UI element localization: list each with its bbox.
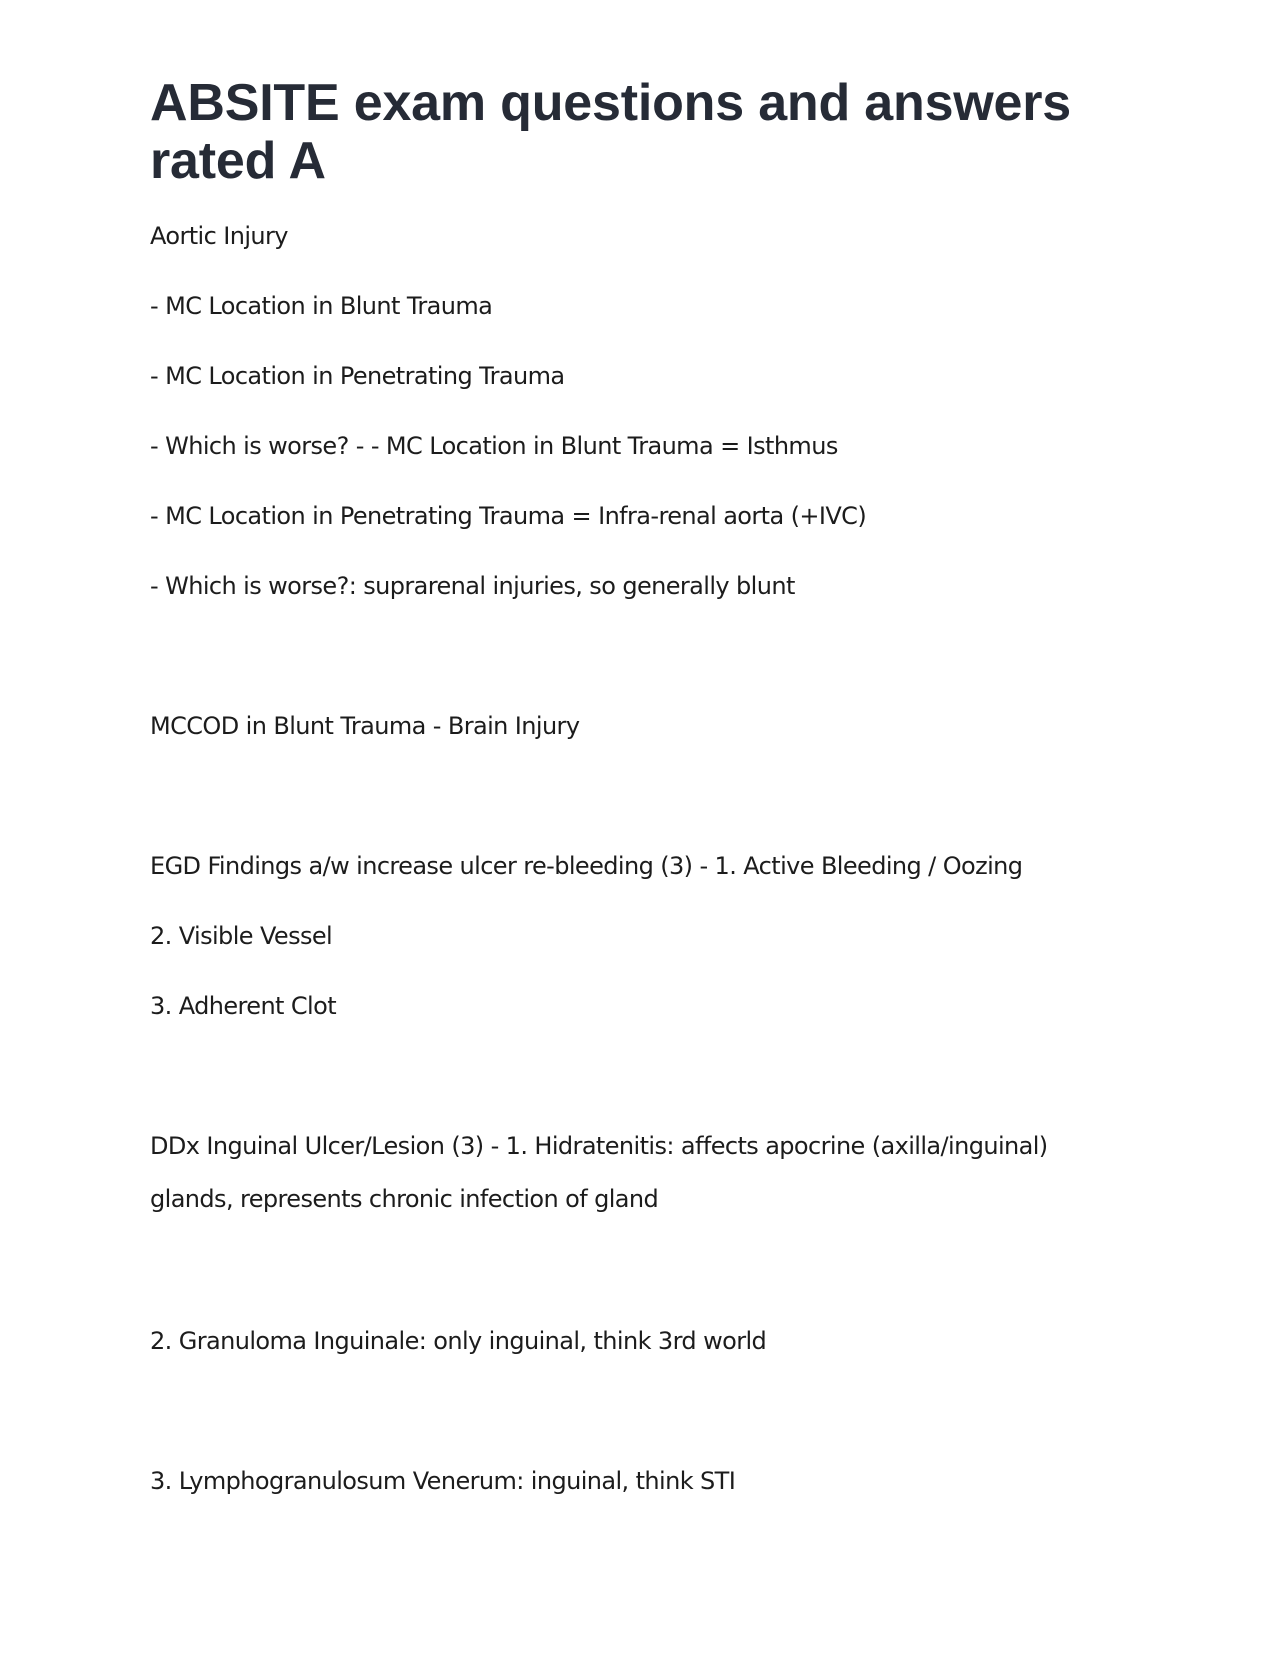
text-line: 3. Lymphogranulosum Venerum: inguinal, think STI (150, 1467, 736, 1495)
text-line: - Which is worse? - - MC Location in Blunt Trauma = Isthmus (150, 432, 838, 460)
text-line: - MC Location in Blunt Trauma (150, 292, 493, 320)
document-title: ABSITE exam questions and answers rated A (150, 74, 1072, 190)
text-line: Aortic Injury (150, 222, 288, 250)
text-line: - MC Location in Penetrating Trauma = Infra-renal aorta (+IVC) (150, 502, 867, 530)
text-line: EGD Findings a/w increase ulcer re-bleeding (3) - 1. Active Bleeding / Oozing (150, 852, 1023, 880)
text-line: - Which is worse?: suprarenal injuries, so generally blunt (150, 572, 795, 600)
text-line: - MC Location in Penetrating Trauma (150, 362, 565, 390)
text-paragraph: DDx Inguinal Ulcer/Lesion (3) - 1. Hidratenitis: affects apocrine (axilla/inguinal) glands, represents chronic infection of gland (150, 1132, 1048, 1213)
text-line: 2. Granuloma Inguinale: only inguinal, think 3rd world (150, 1327, 767, 1355)
text-line: 2. Visible Vessel (150, 922, 333, 950)
text-line: MCCOD in Blunt Trauma - Brain Injury (150, 712, 580, 740)
text-line: 3. Adherent Clot (150, 992, 337, 1020)
